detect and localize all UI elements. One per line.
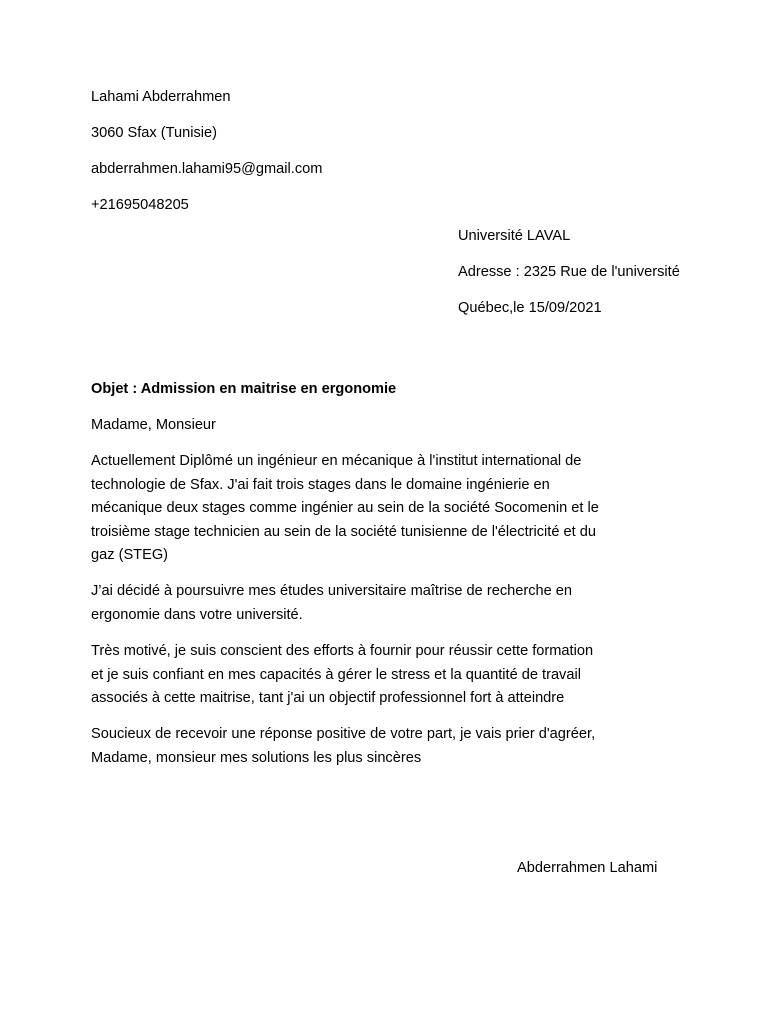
sender-phone: +21695048205: [91, 197, 189, 213]
paragraph-line: technologie de Sfax. J'ai fait trois stages dans le domaine ingénierie en: [91, 476, 550, 493]
paragraph-4: [91, 723, 691, 770]
paragraph-line: mécanique deux stages comme ingénier au sein de la société Socomenin et le: [91, 500, 599, 516]
paragraph-line: Très motivé, je suis conscient des efforts à fournir pour réussir cette formation: [91, 643, 594, 659]
signature-name: Abderrahmen Lahami: [517, 860, 658, 876]
recipient-institution: Université LAVAL: [458, 228, 571, 244]
letter-salutation: Madame, Monsieur: [91, 417, 216, 433]
paragraph-line: Madame, monsieur mes solutions les plus sincères: [91, 749, 422, 766]
paragraph-line: troisième stage technicien au sein de la société tunisienne de l'électricité et du: [91, 523, 596, 540]
recipient-place-date: Québec,le 15/09/2021: [458, 300, 602, 316]
paragraph-line: ergonomie dans votre université.: [91, 606, 303, 623]
paragraph-line: J’ai décidé à poursuivre mes études universitaire maîtrise de recherche en: [91, 583, 573, 599]
paragraph-2: [91, 580, 691, 627]
paragraph-1: [91, 450, 691, 568]
paragraph-line: gaz (STEG): [91, 547, 169, 563]
sender-address: 3060 Sfax (Tunisie): [91, 125, 217, 141]
paragraph-line: Actuellement Diplômé un ingénieur en mécanique à l'institut international de: [91, 453, 582, 469]
letter-subject: Objet : Admission en maitrise en ergonomie: [91, 381, 397, 397]
sender-email: abderrahmen.lahami95@gmail.com: [91, 161, 323, 177]
paragraph-line: et je suis confiant en mes capacités à gérer le stress et la quantité de travail: [91, 666, 581, 683]
paragraph-3: [91, 640, 691, 711]
recipient-address: Adresse : 2325 Rue de l'université: [458, 264, 680, 280]
sender-name: Lahami Abderrahmen: [91, 89, 231, 105]
paragraph-line: associés à cette maitrise, tant j'ai un objectif professionnel fort à atteindre: [91, 690, 565, 706]
paragraph-line: Soucieux de recevoir une réponse positive de votre part, je vais prier d'agréer,: [91, 726, 596, 742]
